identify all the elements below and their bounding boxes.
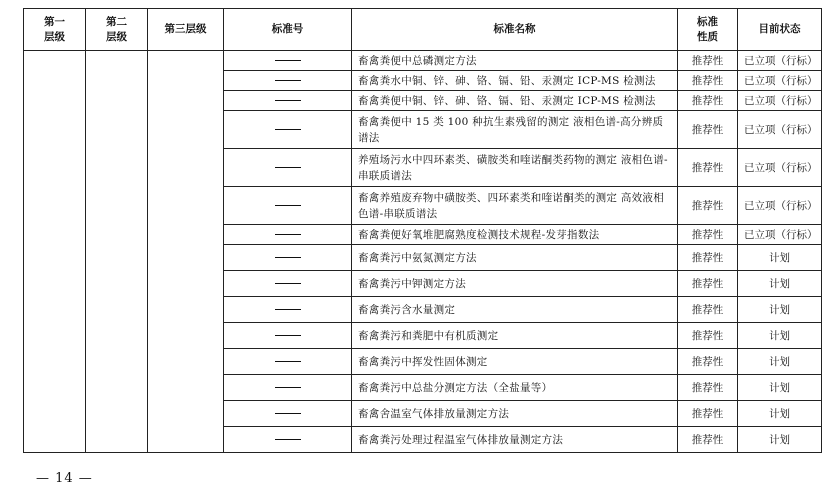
- standard-name-cell: 畜禽粪便中总磷测定方法: [352, 51, 678, 71]
- header-name: 标准名称: [352, 9, 678, 51]
- standard-nature-cell: 推荐性: [678, 297, 738, 323]
- standard-code-cell: [224, 375, 352, 401]
- standard-code-cell: [224, 271, 352, 297]
- standard-name-cell: 畜禽粪污和粪肥中有机质测定: [352, 323, 678, 349]
- standard-name-cell: 畜禽粪便中铜、锌、砷、铬、镉、铅、汞测定 ICP-MS 检测法: [352, 91, 678, 111]
- standard-name-cell: 畜禽粪污处理过程温室气体排放量测定方法: [352, 427, 678, 453]
- code-placeholder-dash: [275, 439, 301, 440]
- standard-status-cell: 计划: [738, 297, 822, 323]
- page-number: — 14 —: [36, 471, 93, 486]
- standard-status-cell: 已立项（行标）: [738, 111, 822, 149]
- standard-name-cell: 畜禽粪污中挥发性固体测定: [352, 349, 678, 375]
- standard-nature-cell: 推荐性: [678, 375, 738, 401]
- standard-nature-cell: 推荐性: [678, 149, 738, 187]
- standard-nature-cell: 推荐性: [678, 51, 738, 71]
- standard-status-cell: 已立项（行标）: [738, 225, 822, 245]
- standard-nature-cell: 推荐性: [678, 323, 738, 349]
- header-level1: 第一 层级: [24, 9, 86, 51]
- code-placeholder-dash: [275, 60, 301, 61]
- standard-name-cell: 畜禽粪污中总盐分测定方法（全盐量等）: [352, 375, 678, 401]
- standard-name-cell: 畜禽粪污中钾测定方法: [352, 271, 678, 297]
- standard-status-cell: 计划: [738, 401, 822, 427]
- code-placeholder-dash: [275, 129, 301, 130]
- code-placeholder-dash: [275, 234, 301, 235]
- standard-nature-cell: 推荐性: [678, 427, 738, 453]
- standard-code-cell: [224, 245, 352, 271]
- standard-nature-cell: 推荐性: [678, 245, 738, 271]
- standard-name-cell: 畜禽舍温室气体排放量测定方法: [352, 401, 678, 427]
- standard-status-cell: 已立项（行标）: [738, 187, 822, 225]
- standard-name-cell: 畜禽养殖废弃物中磺胺类、四环素类和喹诺酮类的测定 高效液相色谱-串联质谱法: [352, 187, 678, 225]
- level2-cell: [86, 51, 148, 453]
- standard-status-cell: 已立项（行标）: [738, 91, 822, 111]
- standard-nature-cell: 推荐性: [678, 271, 738, 297]
- code-placeholder-dash: [275, 361, 301, 362]
- standard-name-cell: 畜禽粪便好氧堆肥腐熟度检测技术规程-发芽指数法: [352, 225, 678, 245]
- code-placeholder-dash: [275, 205, 301, 206]
- standard-status-cell: 计划: [738, 427, 822, 453]
- standard-code-cell: [224, 297, 352, 323]
- table-header-row: [24, 9, 822, 51]
- level1-cell: [24, 51, 86, 453]
- standard-code-cell: [224, 187, 352, 225]
- standard-code-cell: [224, 349, 352, 375]
- code-placeholder-dash: [275, 413, 301, 414]
- standard-name-cell: 畜禽粪便中 15 类 100 种抗生素残留的测定 液相色谱-高分辨质谱法: [352, 111, 678, 149]
- code-placeholder-dash: [275, 283, 301, 284]
- standard-nature-cell: 推荐性: [678, 91, 738, 111]
- standards-table: [23, 8, 822, 453]
- standard-nature-cell: 推荐性: [678, 401, 738, 427]
- header-level3: 第三层级: [148, 9, 224, 51]
- standard-code-cell: [224, 71, 352, 91]
- level3-cell: [148, 51, 224, 453]
- standard-code-cell: [224, 149, 352, 187]
- standard-code-cell: [224, 401, 352, 427]
- standard-code-cell: [224, 111, 352, 149]
- standard-status-cell: 计划: [738, 349, 822, 375]
- standard-code-cell: [224, 427, 352, 453]
- standard-nature-cell: 推荐性: [678, 349, 738, 375]
- code-placeholder-dash: [275, 257, 301, 258]
- standard-code-cell: [224, 323, 352, 349]
- table-body: [24, 51, 822, 453]
- standard-name-cell: 养殖场污水中四环素类、磺胺类和喹诺酮类药物的测定 液相色谱-串联质谱法: [352, 149, 678, 187]
- header-level2: 第二 层级: [86, 9, 148, 51]
- header-status: 目前状态: [738, 9, 822, 51]
- standard-code-cell: [224, 225, 352, 245]
- standard-name-cell: 畜禽粪污中氨氮测定方法: [352, 245, 678, 271]
- standard-status-cell: 已立项（行标）: [738, 71, 822, 91]
- standard-status-cell: 计划: [738, 245, 822, 271]
- code-placeholder-dash: [275, 80, 301, 81]
- standard-nature-cell: 推荐性: [678, 111, 738, 149]
- standard-status-cell: 计划: [738, 375, 822, 401]
- code-placeholder-dash: [275, 309, 301, 310]
- standard-status-cell: 计划: [738, 271, 822, 297]
- header-code: 标准号: [224, 9, 352, 51]
- standard-code-cell: [224, 51, 352, 71]
- code-placeholder-dash: [275, 335, 301, 336]
- code-placeholder-dash: [275, 387, 301, 388]
- code-placeholder-dash: [275, 100, 301, 101]
- code-placeholder-dash: [275, 167, 301, 168]
- standard-name-cell: 畜禽粪水中铜、锌、砷、铬、镉、铅、汞测定 ICP-MS 检测法: [352, 71, 678, 91]
- standard-nature-cell: 推荐性: [678, 71, 738, 91]
- standard-status-cell: 已立项（行标）: [738, 51, 822, 71]
- standard-name-cell: 畜禽粪污含水量测定: [352, 297, 678, 323]
- standard-status-cell: 已立项（行标）: [738, 149, 822, 187]
- standard-status-cell: 计划: [738, 323, 822, 349]
- table-row: [24, 51, 822, 71]
- header-nature: 标准 性质: [678, 9, 738, 51]
- standard-code-cell: [224, 91, 352, 111]
- standard-nature-cell: 推荐性: [678, 187, 738, 225]
- standard-nature-cell: 推荐性: [678, 225, 738, 245]
